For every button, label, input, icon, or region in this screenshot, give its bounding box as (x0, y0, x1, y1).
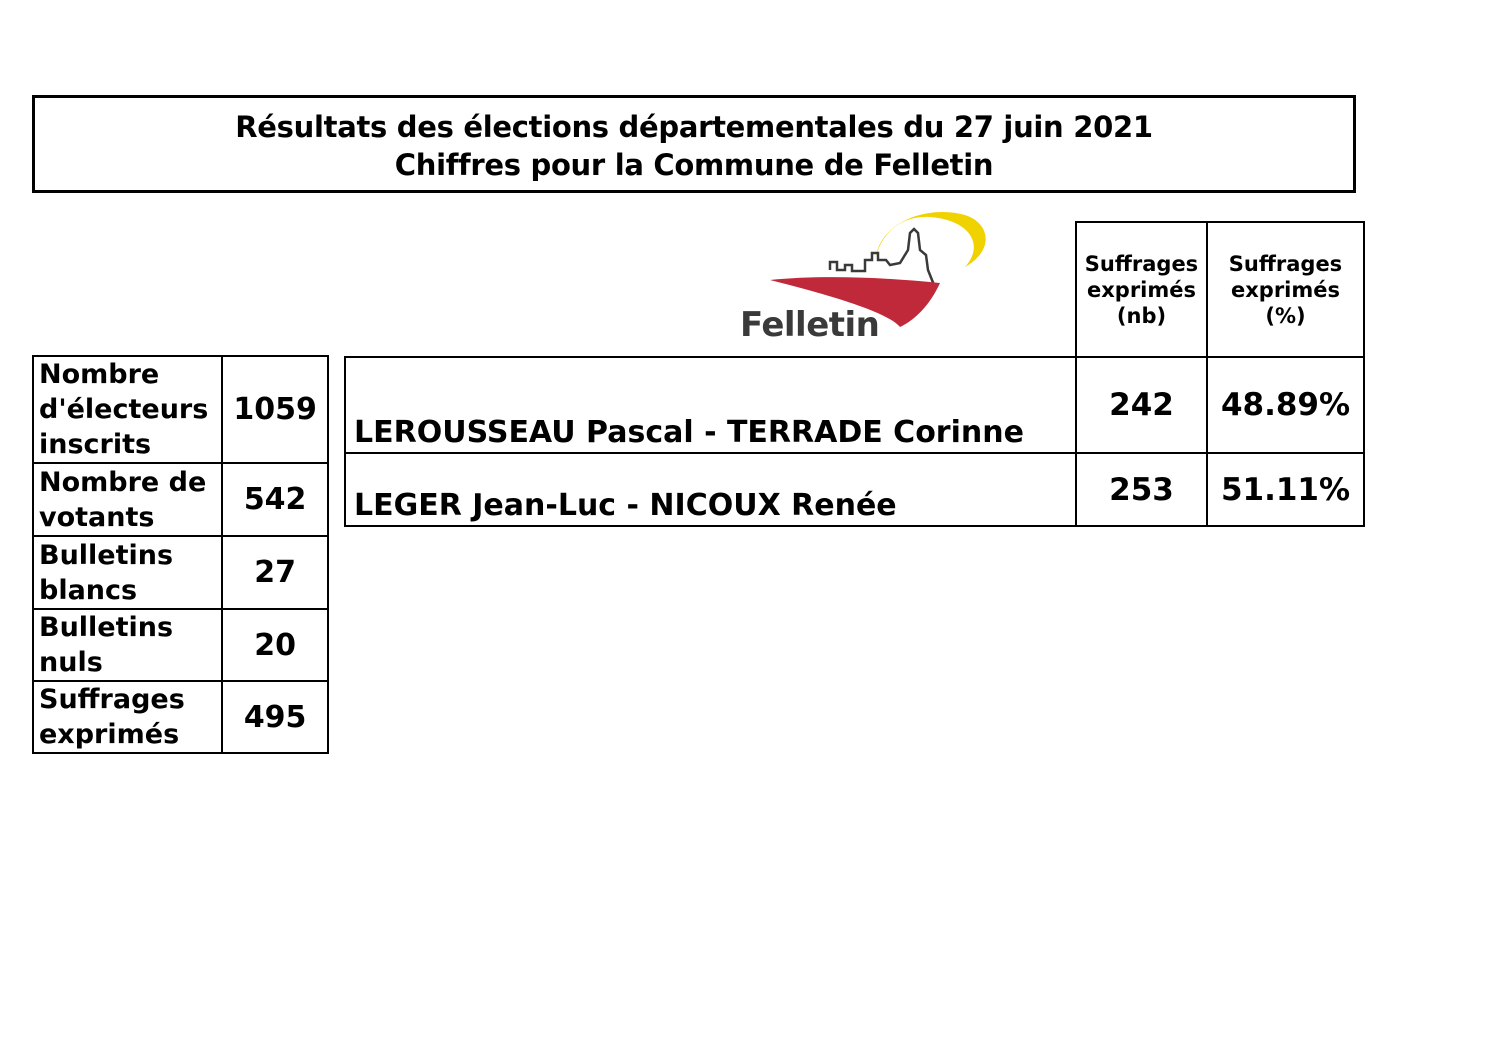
candidate-row (345, 357, 1364, 453)
stats-row (33, 609, 328, 681)
candidate-names: LEROUSSEAU Pascal - TERRADE Corinne (345, 357, 1076, 453)
stats-label: Nombre d'électeurs inscrits (33, 356, 222, 463)
logo-text: Felletin (740, 305, 880, 345)
page-title: Résultats des élections départementales du 27 juin 2021 (235, 110, 1153, 144)
candidate-row (345, 453, 1364, 526)
candidate-names: LEGER Jean-Luc - NICOUX Renée (345, 453, 1076, 526)
results-header-row (345, 222, 1364, 357)
stats-row (33, 536, 328, 609)
stats-value: 1059 (222, 356, 328, 463)
stats-value: 27 (222, 536, 328, 609)
stats-value: 20 (222, 609, 328, 681)
candidate-votes: 253 (1076, 453, 1207, 526)
stats-label: Bulletins blancs (33, 536, 222, 609)
header-votes-percent: Suffrages exprimés (%) (1207, 222, 1364, 357)
stats-label: Suffrages exprimés (33, 681, 222, 753)
stats-value: 542 (222, 463, 328, 536)
header-votes-count: Suffrages exprimés (nb) (1076, 222, 1207, 357)
stats-row (33, 356, 328, 463)
stats-row (33, 681, 328, 753)
results-table (344, 221, 1365, 527)
stats-row (33, 463, 328, 536)
stats-label: Bulletins nuls (33, 609, 222, 681)
candidate-percent: 51.11% (1207, 453, 1364, 526)
stats-table (32, 355, 329, 754)
candidate-votes: 242 (1076, 357, 1207, 453)
header-spacer (345, 222, 1076, 357)
page-subtitle: Chiffres pour la Commune de Felletin (394, 148, 994, 182)
stats-label: Nombre de votants (33, 463, 222, 536)
title-box (32, 95, 1356, 193)
candidate-percent: 48.89% (1207, 357, 1364, 453)
stats-value: 495 (222, 681, 328, 753)
